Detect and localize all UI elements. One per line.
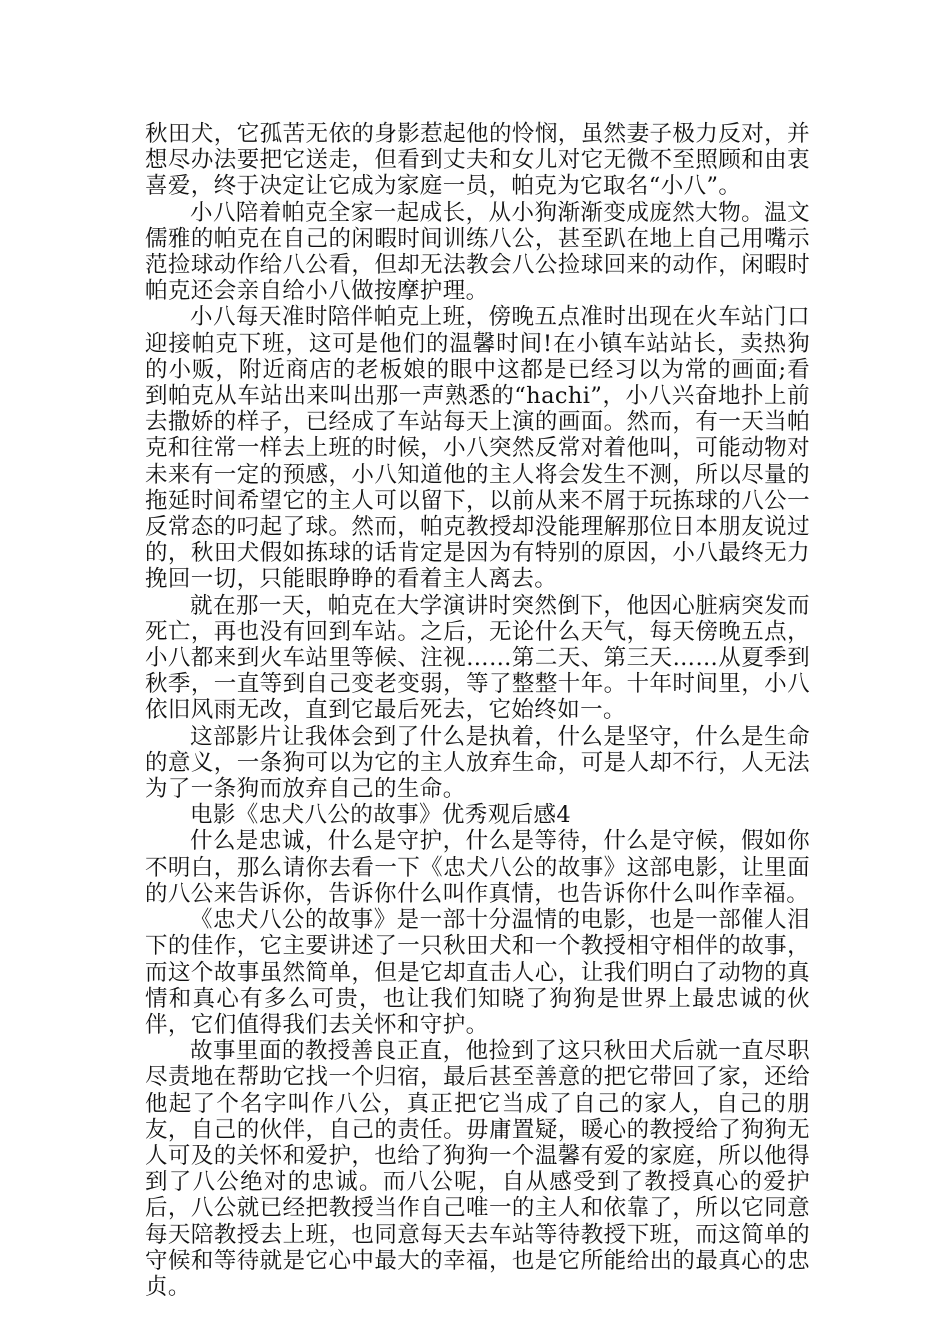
paragraph: 故事里面的教授善良正直，他捡到了这只秋田犬后就一直尽职尽责地在帮助它找一个归宿，最后甚至善意的把它带回了家，还给他起了个名字叫作八公，真正把它当成了自己的家人，自己的朋友，自己的伙伴，自己的责任。毋庸置疑，暖心的教授给了狗狗无人可及的关怀和爱护，也给了狗狗一个温馨有爱的家庭，所以他得到了八公绝对的忠诚。而八公呢，自从感受到了教授真心的爱护后，八公就已经把教授当作自己唯一的主人和依靠了，所以它同意每天陪教授去上班，也同意每天去车站等待教授下班，而这简单的守候和等待就是它心中最大的幸福，也是它所能给出的最真心的忠贞。 (145, 1038, 810, 1300)
paragraph: 小八每天准时陪伴帕克上班，傍晚五点准时出现在火车站门口迎接帕克下班，这可是他们的温馨时间!在小镇车站站长，卖热狗的小贩，附近商店的老板娘的眼中这都是已经习以为常的画面;看到帕克从车站出来叫出那一声熟悉的“hachi”，小八兴奋地扑上前去撒娇的样子，已经成了车站每天上演的画面。然而，有一天当帕克和往常一样去上班的时候，小八突然反常对着他叫，可能动物对未来有一定的预感，小八知道他的主人将会发生不测，所以尽量的拖延时间希望它的主人可以留下，以前从来不屑于玩拣球的八公一反常态的叼起了球。然而，帕克教授却没能理解那位日本朋友说过的，秋田犬假如拣球的话肯定是因为有特别的原因，小八最终无力挽回一切，只能眼睁睁的看着主人离去。 (145, 304, 810, 593)
paragraph: 《忠犬八公的故事》是一部十分温情的电影，也是一部催人泪下的佳作，它主要讲述了一只秋田犬和一个教授相守相伴的故事，而这个故事虽然简单，但是它却直击人心，让我们明白了动物的真情和真心有多么可贵，也让我们知晓了狗狗是世界上最忠诚的伙伴，它们值得我们去关怀和守护。 (145, 907, 810, 1038)
paragraph: 就在那一天，帕克在大学演讲时突然倒下，他因心脏病突发而死亡，再也没有回到车站。之后，无论什么天气，每天傍晚五点，小八都来到火车站里等候、注视……第二天、第三天……从夏季到秋季，一直等到自己变老变弱，等了整整十年。十年时间里，小八依旧风雨无改，直到它最后死去，它始终如一。 (145, 592, 810, 724)
paragraph: 小八陪着帕克全家一起成长，从小狗渐渐变成庞然大物。温文儒雅的帕克在自己的闲暇时间训练八公，甚至趴在地上自己用嘴示范捡球动作给八公看，但却无法教会八公捡球回来的动作，闲暇时帕克还会亲自给小八做按摩护理。 (145, 199, 810, 305)
paragraph: 这部影片让我体会到了什么是执着，什么是坚守，什么是生命的意义，一条狗可以为它的主人放弃生命，可是人却不行，人无法为了一条狗而放弃自己的生命。 (145, 723, 810, 803)
paragraph: 秋田犬，它孤苦无依的身影惹起他的怜悯，虽然妻子极力反对，并想尽办法要把它送走，但看到丈夫和女儿对它无微不至照顾和由衷喜爱，终于决定让它成为家庭一员，帕克为它取名“小八”。 (145, 121, 810, 200)
document-body (145, 121, 810, 1300)
section-heading: 电影《忠犬八公的故事》优秀观后感4 (190, 802, 572, 829)
paragraph: 什么是忠诚，什么是守护，什么是等待，什么是守候，假如你不明白，那么请你去看一下《忠犬八公的故事》这部电影，让里面的八公来告诉你，告诉你什么叫作真情，也告诉你什么叫作幸福。 (145, 828, 810, 907)
